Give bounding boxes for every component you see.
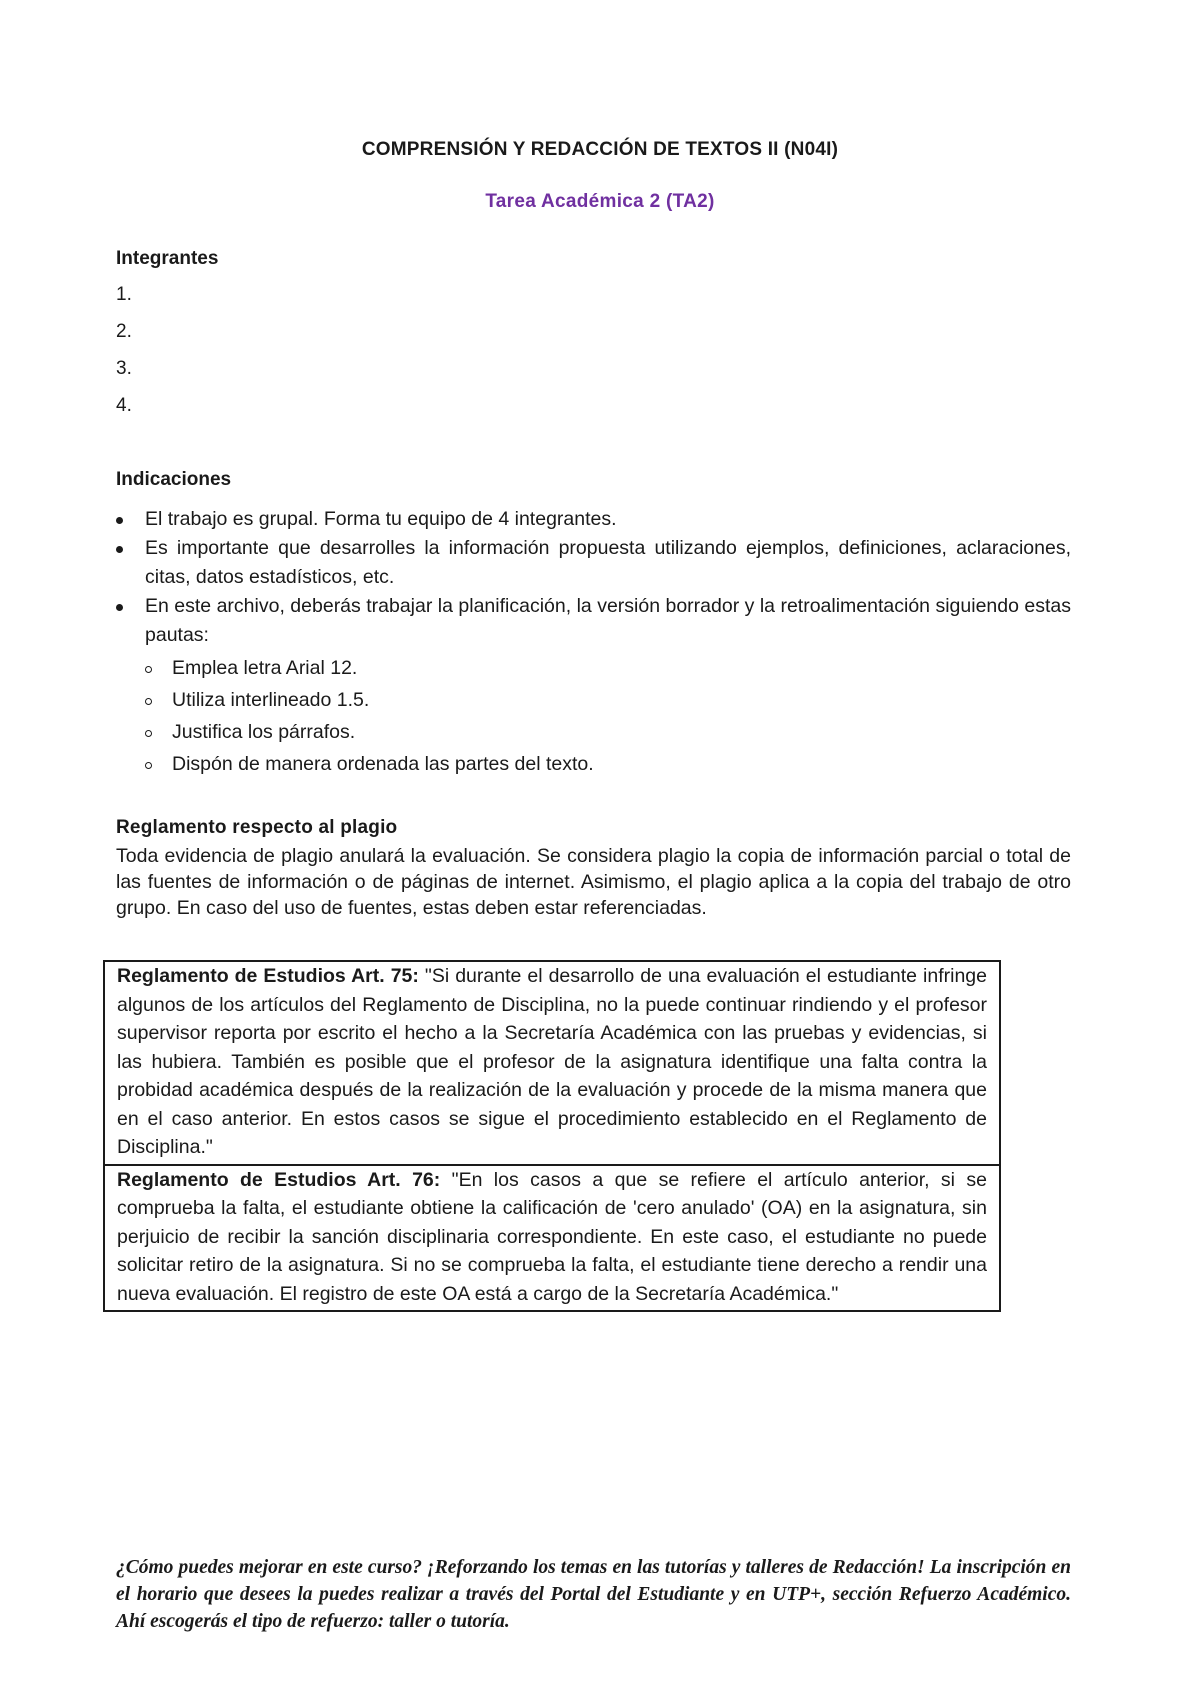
regulation-text: "Si durante el desarrollo de una evaluación el estudiante infringe algunos de los artículos del Reglamento de Disciplina, no la puede continuar rindiendo y el profesor supervisor reporta por escrito el hecho a la Secretaría Académica con las pruebas y evidencias, si las hubiera. También es posible que el profesor de la asignatura identifique una falta contra la probidad académica después de la realización de la evaluación y procede de la misma manera que en el caso anterior. En estos casos se sigue el procedimiento establecido en el Reglamento de Disciplina." [117,965,987,1158]
regulation-label: Reglamento de Estudios Art. 75: [117,965,419,987]
members-list [116,283,132,431]
regulation-label: Reglamento de Estudios Art. 76: [117,1168,441,1191]
indication-text: En este archivo, deberás trabajar la planificación, la versión borrador y la retroalimentación siguiendo estas pautas: [145,595,1071,646]
bullet-dot-icon [116,546,123,553]
guideline-text: Emplea letra Arial 12. [172,657,358,679]
member-item: 2. [116,321,132,342]
plagiarism-paragraph: Toda evidencia de plagio anulará la evaluación. Se considera plagio la copia de información parcial o total de las fuentes de información o de páginas de internet. Asimismo, el plagio aplica a la copia del trabajo de otro grupo. En caso del uso de fuentes, estas deben estar referenciadas. [116,845,1071,919]
guideline-text: Utiliza interlineado 1.5. [172,689,370,711]
table-row [104,1165,1000,1312]
bullet-dot-icon [116,604,123,611]
indications-list [116,505,1071,780]
document-subtitle: Tarea Académica 2 (TA2) [485,191,715,212]
member-item: 1. [116,284,132,305]
bullet-circle-icon [145,698,152,705]
bullet-circle-icon [145,762,152,769]
members-heading: Integrantes [116,248,219,269]
regulation-cell [104,961,1000,1165]
regulation-cell [104,1165,1000,1312]
guideline-item [145,716,1071,748]
guideline-item [145,684,1071,716]
guideline-item [145,748,1071,780]
regulation-text: "En los casos a que se refiere el artículo anterior, si se comprueba la falta, el estudiante obtiene la calificación de 'cero anulado' (OA) en la asignatura, sin perjuicio de recibir la sanción disciplinaria correspondiente. En este caso, el estudiante no puede solicitar retiro de la asignatura. Si no se comprueba la falta, el estudiante tiene derecho a rendir una nueva evaluación. El registro de este OA está a cargo de la Secretaría Académica." [117,1168,987,1305]
indication-item [116,592,1071,780]
bullet-circle-icon [145,666,152,673]
indications-heading: Indicaciones [116,469,232,490]
indication-item [116,505,1071,534]
guideline-text: Justifica los párrafos. [172,721,356,743]
table-row [104,961,1000,1165]
bullet-dot-icon [116,517,123,524]
indication-text: El trabajo es grupal. Forma tu equipo de 4 integrantes. [145,508,617,530]
format-guidelines-list [145,652,1071,780]
guideline-text: Dispón de manera ordenada las partes del texto. [172,753,594,775]
footer-note: ¿Cómo puedes mejorar en este curso? ¡Reforzando los temas en las tutorías y talleres de Redacción! La inscripción en el horario que desees la puedes realizar a través del Portal del Estudiante y en UTP+, sección Refuerzo Académico. Ahí escogerás el tipo de refuerzo: taller o tutoría. [116,1557,1071,1632]
member-item: 4. [116,395,132,416]
indication-item [116,534,1071,592]
guideline-item [145,652,1071,684]
bullet-circle-icon [145,730,152,737]
member-item: 3. [116,358,132,379]
indication-text: Es importante que desarrolles la información propuesta utilizando ejemplos, definiciones, aclaraciones, citas, datos estadísticos, etc. [145,537,1071,588]
document-title: COMPRENSIÓN Y REDACCIÓN DE TEXTOS II (N04I) [361,139,839,160]
regulations-table [103,960,1001,1312]
plagiarism-heading: Reglamento respecto al plagio [116,817,398,838]
